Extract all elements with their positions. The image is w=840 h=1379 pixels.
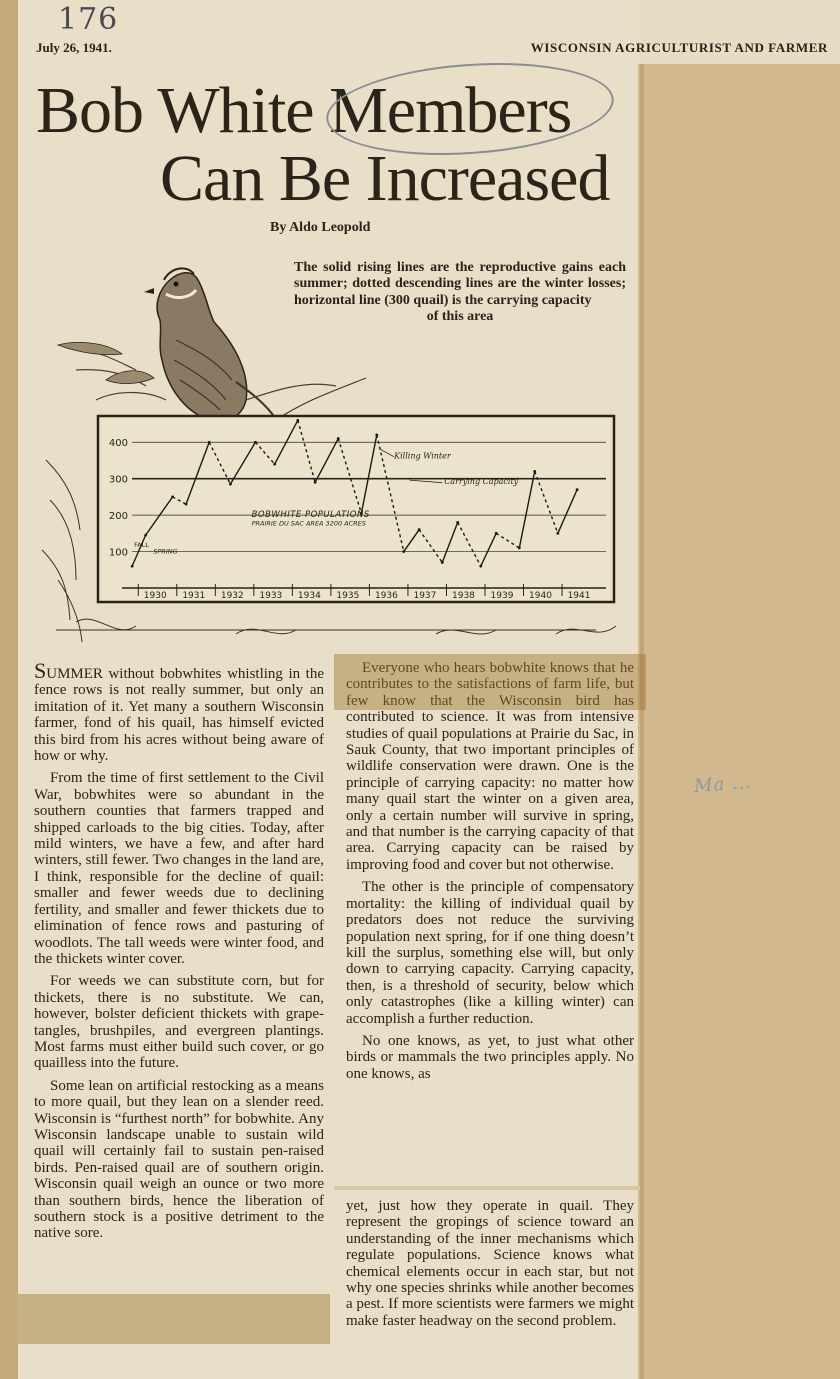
- annotation-spring: SPRING: [153, 547, 178, 556]
- data-point: [273, 463, 276, 466]
- paragraph-2: From the time of first settlement to the Civil War, bobwhites were so abundant in the southern counties that farmers trapped and shipped carloads to the big cities. Today, after mild winters, we have a few, and after hard winters, still fewer. Two changes in the land are, I think, responsible for the decline of quail: smaller and fewer weeds due to declining fertility, and smaller and fewer thickets due to elimination of fence rows and pasturing of woodlots. The tall weeds were winter food, and the thickets winter cover.: [34, 770, 324, 967]
- headline-line-2: Can Be Increased: [160, 142, 610, 215]
- data-point: [144, 534, 147, 537]
- data-point: [556, 532, 559, 535]
- x-tick-label-1930: 1930: [143, 591, 167, 601]
- headline-line-1: Bob White Members: [36, 74, 572, 147]
- data-point: [254, 441, 257, 444]
- x-tick-label-1937: 1937: [413, 591, 437, 601]
- y-tick-label-300: 300: [108, 474, 128, 486]
- dropcap: S: [34, 658, 47, 683]
- column-right: [346, 660, 634, 1088]
- data-point: [402, 550, 405, 553]
- data-point: [495, 532, 498, 535]
- x-tick-label-1941: 1941: [567, 591, 591, 601]
- figure-illustration: [36, 250, 634, 650]
- data-point: [229, 483, 232, 486]
- annotation-killing-winter: Killing Winter: [394, 451, 451, 461]
- x-tick-label-1935: 1935: [336, 591, 360, 601]
- clipping-seam: [334, 1186, 640, 1190]
- data-point: [533, 470, 536, 473]
- data-point: [441, 561, 444, 564]
- annotation-carrying-capacity: Carrying Capacity: [444, 477, 519, 487]
- figure-svg: [36, 250, 634, 650]
- paragraph-7: No one knows, as yet, to just what other birds or mammals the two principles apply. No one knows, as: [346, 1032, 634, 1082]
- caption-text: The solid rising lines are the reproductive gains each summer; dotted descending lines are the winter losses; horizontal line (300 quail) is the carrying capacity: [294, 260, 626, 308]
- x-tick-label-1933: 1933: [259, 591, 283, 601]
- data-point: [314, 481, 317, 484]
- chart-title: BOBWHITE POPULATIONS: [251, 509, 370, 520]
- paper-edge-left: [0, 0, 18, 1379]
- annotation-fall: FALL: [134, 541, 149, 550]
- x-tick-label-1934: 1934: [297, 591, 321, 601]
- paragraph-6: The other is the principle of compensatory mortality: the killing of individual quail by predators does not reduce the surviving population next spring, for if one thing doesn’t kill the surplus, something else will, but only down to carrying capacity. Carrying capacity, then, is a threshold of security, below which only catastrophes (like a killing winter) can accomplish a further reduction.: [346, 879, 634, 1027]
- x-tick-label-1931: 1931: [182, 591, 206, 601]
- byline: By Aldo Leopold: [270, 220, 371, 235]
- x-tick-label-1932: 1932: [220, 591, 244, 601]
- data-point: [375, 434, 378, 437]
- x-tick-label-1939: 1939: [490, 591, 514, 601]
- data-point: [518, 547, 521, 550]
- chart-subtitle: PRAIRIE DU SAC AREA 3200 ACRES: [251, 519, 366, 528]
- handwritten-page-number: 176: [58, 2, 119, 37]
- data-point: [456, 521, 459, 524]
- caption-text-last: of this area: [426, 309, 494, 325]
- data-point: [576, 488, 579, 491]
- paper-fold-shadow: [640, 64, 644, 1379]
- y-tick-label-400: 400: [108, 438, 128, 450]
- handwritten-margin-note: Ma ...: [693, 772, 753, 797]
- data-point: [418, 528, 421, 531]
- paragraph-8: yet, just how they operate in quail. They represent the gropings of science toward an understanding of the inner mechanisms which regulate populations. Science knows what chemical elements occur in each star, but not why one species shrinks while another becomes a pest. If more scientists were farmers we might make faster headway on the second problem.: [346, 1198, 634, 1329]
- column-left: [34, 660, 324, 1248]
- data-point: [296, 419, 299, 422]
- x-tick-label-1940: 1940: [529, 591, 552, 601]
- y-tick-label-100: 100: [108, 547, 128, 559]
- data-point: [171, 495, 174, 498]
- publication-name: WISCONSIN AGRICULTURIST AND FARMER: [530, 40, 828, 55]
- y-tick-label-200: 200: [108, 511, 128, 523]
- data-point: [131, 565, 134, 568]
- scrapbook-page-right: [638, 64, 840, 1379]
- paragraph-4: Some lean on artificial restocking as a means to more quail, but they lean on a slender reed. Wisconsin is “furthest north” for bobwhite. Any Wisconsin landscape unable to sustain wild quail will certainly fail to sustain pen-raised birds. Pen-raised quail are of southern origin. Wisconsin quail weigh an ounce or two more than southern birds, hence the liberation of southern stock is a positive detriment to the native sore.: [34, 1077, 324, 1242]
- paragraph-3: For weeds we can substitute corn, but for thickets, there is no substitute. We can, however, bolster deficient thickets with grape-tangles, brushpiles, and evergreen plantings. Most farms must either build such cover, or go quailless into the future.: [34, 973, 324, 1072]
- dateline: July 26, 1941.: [36, 40, 112, 55]
- paragraph-1: [34, 660, 324, 764]
- paragraph-1-text: UMMER without bobwhites whistling in the fence rows is not really summer, but only an imitation of it. Yet many a southern Wisconsin farmer, fond of his quail, has himself evicted this bird from his acres without being aware of how or why.: [34, 666, 324, 765]
- data-point: [208, 441, 211, 444]
- paragraph-5: Everyone who hears bobwhite knows that he contributes to the satisfactions of farm life, but few know that the Wisconsin bird has contributed to science. It was from intensive studies of quail populations at Prairie du Sac, in Sauk County, that two important principles of wildlife conservation were drawn. One is the principle of carrying capacity: no matter how many quail start the winter on a given area, only a certain number will survive in spring, and that number is the carrying capacity of that area. Carrying capacity can be raised by improving food and cover but not otherwise.: [346, 660, 634, 873]
- data-point: [337, 437, 340, 440]
- x-tick-label-1936: 1936: [374, 591, 398, 601]
- x-tick-label-1938: 1938: [452, 591, 475, 601]
- column-right-continued: [346, 1198, 634, 1335]
- data-point: [479, 565, 482, 568]
- data-point: [185, 503, 188, 506]
